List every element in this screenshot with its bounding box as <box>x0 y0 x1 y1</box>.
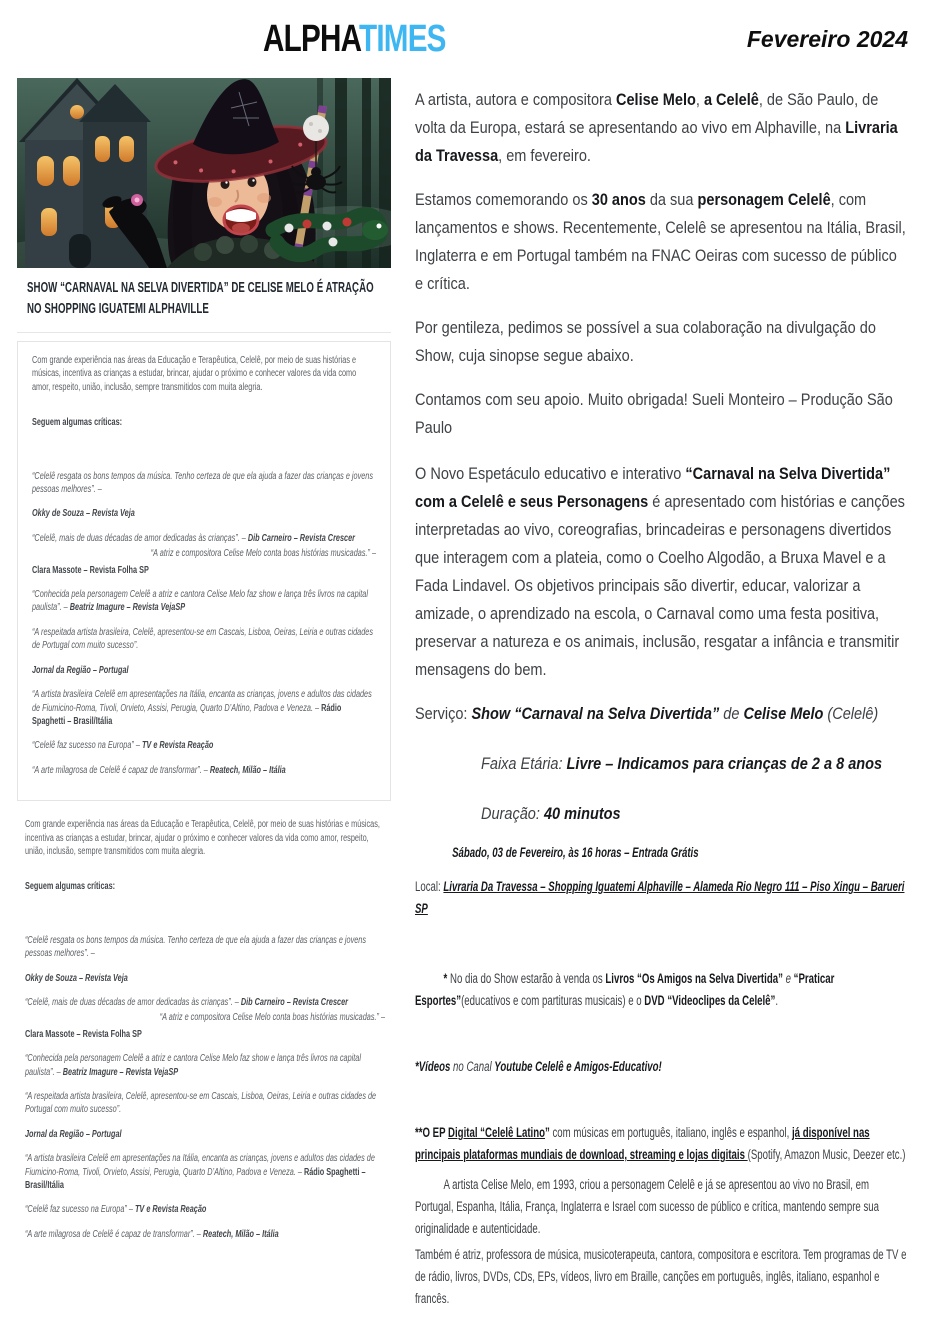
left-column <box>17 78 391 1252</box>
witch-photo-illustration <box>17 78 391 268</box>
press-quote: “A atriz e compositora Celise Melo conta boas histórias musicadas.” – <box>159 1012 386 1024</box>
press-quote: “A artista brasileira Celelê em apresentações na Itália, encanta as crianças, jovens e adultos das cidades de Fiumicino-Roma, Tivoli, Orvieto, Assisi, Perugia, Quarto D’Altino, Padova e Veneza. – Rádio Spaghetti – Brasil/Itália <box>32 689 372 727</box>
article-synopsis-paragraph: O Novo Espetáculo educativo e interativo “Carnaval na Selva Divertida” com a Celelê e seus Personagens é apresentado com histórias e canções interpretadas ao vivo, coreografias, brincadeiras e personagens divertidos que interagem com a plateia, como o Coelho Algodão, a Bruxa Mavel e a Fada Lindavel. Os objetivos principais são divertir, educar, valorizar a amizade, o aprendizado na escola, o Carnaval como uma festa positiva, preservar a natureza e os animais, inclusão, resgatar a infância e transmitir mensagens do bem. <box>415 465 905 679</box>
date-time-line: Sábado, 03 de Fevereiro, às 16 horas – Entrada Grátis <box>452 845 699 860</box>
masthead <box>0 0 950 78</box>
logo-alpha: ALPHA <box>263 18 360 60</box>
press-quote: “Celelê resgata os bons tempos da música. Tenho certeza de que ela ajuda a fazer das crianças e jovens pessoas melhores”. – <box>25 934 367 960</box>
service-line: Serviço: Show “Carnaval na Selva Divertida” de Celise Melo (Celelê) <box>415 705 879 723</box>
press-attribution: Okky de Souza – Revista Veja <box>25 972 128 984</box>
press-quote: “A arte milagrosa de Celelê é capaz de transformar”. – Reatech, Milão – Itália <box>25 1228 279 1240</box>
article-request-paragraph: Por gentileza, pedimos se possível a sua colaboração na divulgação do Show, cuja sinopse segue abaixo. <box>415 319 876 365</box>
article-lead-paragraph: A artista, autora e compositora Celise Melo, a Celelê, de São Paulo, de volta da Europa, estará se apresentando ao vivo em Alphaville, na Livraria da Travessa, em fevereiro. <box>415 91 898 165</box>
press-quote: “Conhecida pela personagem Celelê a atriz e cantora Celise Melo faz show e lança três livros na capital paulista”. – Beatriz Imagure – Revista VejaSP <box>25 1053 361 1078</box>
press-quote: “Celelê resgata os bons tempos da música. Tenho certeza de que ela ajuda a fazer das crianças e jovens pessoas melhores”. – <box>32 470 374 496</box>
press-reviews-heading: Seguem algumas críticas: <box>32 417 123 429</box>
press-intro: Com grande experiência nas áreas da Educação e Terapêutica, Celelê, por meio de suas histórias e músicas, incentiva as crianças a estudar, brincar, ajudar o próximo e conhecer valores da vida como amor, respeito, união, inclusão, sempre transmitidos com muita alegria. <box>25 819 380 857</box>
merch-note: * No dia do Show estarão à venda os Livros “Os Amigos na Selva Divertida” e “Praticar Esportes”(educativos e com partituras musicais) e o DVD “Videoclipes da Celelê”. <box>415 971 835 1008</box>
press-quote: “A atriz e compositora Celise Melo conta boas histórias musicadas.” – <box>150 548 377 560</box>
issue-date: Fevereiro 2024 <box>746 26 908 52</box>
press-quote: “Celelê, mais de duas décadas de amor dedicadas às crianças”. – Dib Carneiro – Revista Crescer <box>25 996 348 1008</box>
article-headline-text: SHOW “CARNAVAL NA SELVA DIVERTIDA” DE CELISE MELO É ATRAÇÃO NO SHOPPING IGUATEMI ALPHAVILLE <box>27 280 374 317</box>
article-body <box>391 78 950 1310</box>
press-quote: “Celelê, mais de duas décadas de amor dedicadas às crianças”. – Dib Carneiro – Revista Crescer <box>32 532 355 544</box>
press-attribution: Clara Massote – Revista Folha SP <box>32 564 149 576</box>
article-thanks-paragraph: Contamos com seu apoio. Muito obrigada! Sueli Monteiro – Produção São Paulo <box>415 391 893 437</box>
press-attribution: Okky de Souza – Revista Veja <box>32 508 135 520</box>
press-quote: “A artista brasileira Celelê em apresentações na Itália, encanta as crianças, jovens e adultos das cidades de Fiumicino-Roma, Tivoli, Orvieto, Assisi, Perugia, Quarto D’Altino, Padova e Veneza. – Rádio Spaghetti – Brasil/Itália <box>25 1153 375 1192</box>
press-attribution: Jornal da Região – Portugal <box>25 1128 122 1140</box>
press-quote: “Celelê faz sucesso na Europa” – TV e Revista Reação <box>25 1204 207 1216</box>
press-attribution: Jornal da Região – Portugal <box>32 664 129 676</box>
bio-paragraph: A artista Celise Melo, em 1993, criou a personagem Celelê e já se apresentou ao vivo no Brasil, em Portugal, Espanha, Itália, França, Inglaterra e Israel com sucesso de público e crítica, mantendo sempre sua originalidade e autenticidade. <box>415 1177 879 1236</box>
press-quote: “A respeitada artista brasileira, Celelê, apresentou-se em Cascais, Lisboa, Oeiras, Leiria e outras cidades de Portugal com muito sucesso”. <box>32 626 373 652</box>
alphatimes-logo <box>263 18 446 61</box>
press-quote: “Conhecida pela personagem Celelê a atriz e cantora Celise Melo faz show e lança três livros na capital paulista”. – Beatriz Imagure – Revista VejaSP <box>32 589 368 614</box>
page-content <box>0 78 950 1310</box>
age-range-line: Faixa Etária: Livre – Indicamos para crianças de 2 a 8 anos <box>481 755 883 773</box>
press-intro: Com grande experiência nas áreas da Educação e Terapêutica, Celelê, por meio de suas histórias e músicas, incentiva as crianças a estudar, brincar, ajudar o próximo e conhecer valores da vida como amor, respeito, união, inclusão, sempre transmitidos com muita alegria. <box>32 355 357 393</box>
press-quotes-repeat <box>17 818 391 1241</box>
videos-note: *Vídeos no Canal Youtube Celelê e Amigos-Educativo! <box>415 1059 662 1074</box>
press-quotes-box <box>17 341 391 801</box>
bio-paragraph-2: Também é atriz, professora de música, musicoterapeuta, cantora, compositora e escritora. Tem programas de TV e de rádio, livros, DVDs, CDs, EPs, vídeos, livro em Braille, canções em português, inglês, italiano, espanhol e francês. <box>415 1247 907 1306</box>
press-attribution: Clara Massote – Revista Folha SP <box>25 1028 142 1040</box>
duration-line: Duração: 40 minutos <box>481 805 621 823</box>
article-headline <box>17 268 391 333</box>
location-line: Local: Livraria Da Travessa – Shopping Iguatemi Alphaville – Alameda Rio Negro 111 – Piso Xingu – Barueri SP <box>415 879 905 916</box>
logo-times: TIMES <box>359 18 446 60</box>
press-quote: “A arte milagrosa de Celelê é capaz de transformar”. – Reatech, Milão – Itália <box>32 764 286 776</box>
press-quote: “A respeitada artista brasileira, Celelê, apresentou-se em Cascais, Lisboa, Oeiras, Leiria e outras cidades de Portugal com muito sucesso”. <box>25 1091 377 1116</box>
press-quote: “Celelê faz sucesso na Europa” – TV e Revista Reação <box>32 740 214 752</box>
ep-note: **O EP Digital “Celelê Latino” com músicas em português, italiano, inglês e espanhol, já disponível nas principais plataformas mundiais de download, streaming e lojas digitais (Spotify, Amazon Music, Deezer etc.) <box>415 1125 906 1162</box>
press-reviews-heading: Seguem algumas críticas: <box>25 881 116 893</box>
article-anniversary-paragraph: Estamos comemorando os 30 anos da sua personagem Celelê, com lançamentos e shows. Recentemente, Celelê se apresentou na Itália, Brasil, Inglaterra e em Portugal também na FNAC Oeiras com sucesso de público e crítica. <box>415 191 906 293</box>
